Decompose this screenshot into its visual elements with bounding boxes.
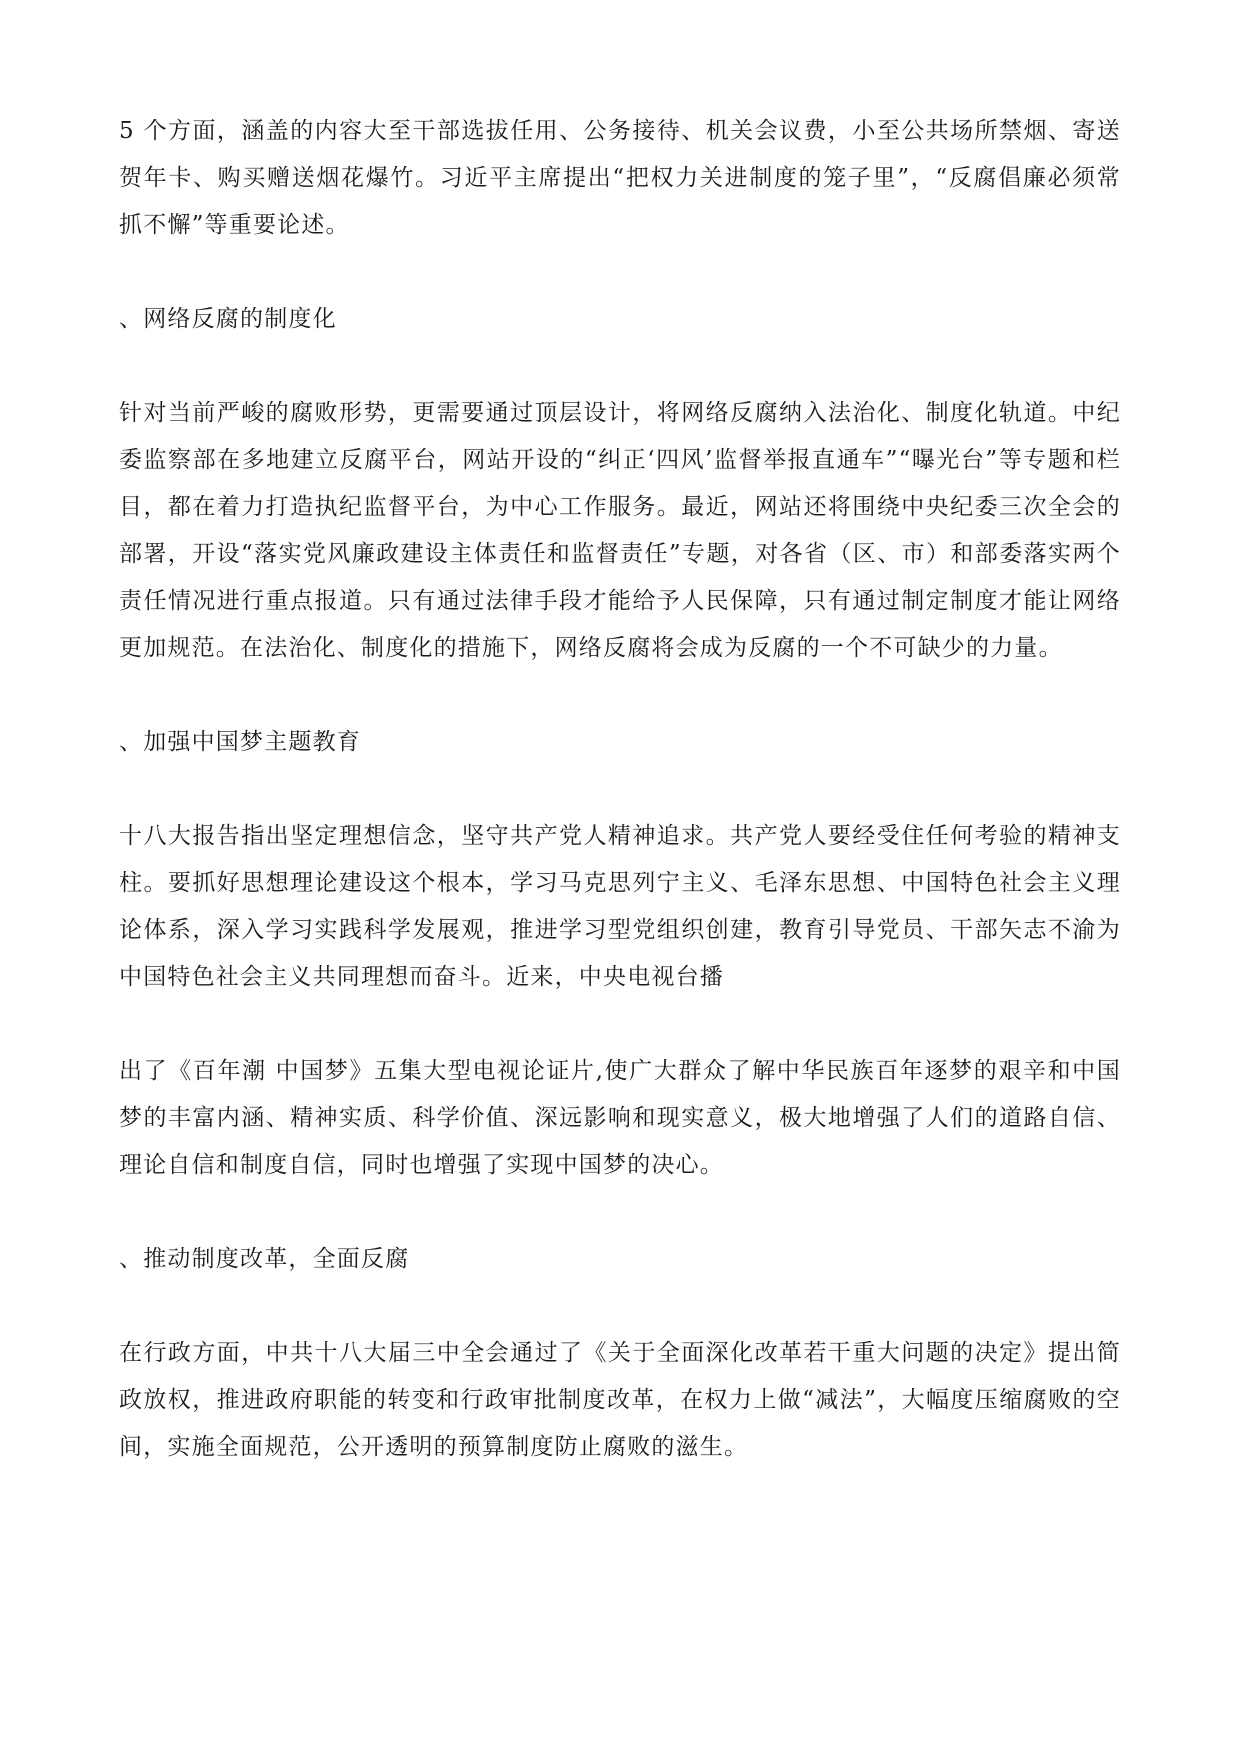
section-heading-online-anticorruption: 、网络反腐的制度化 (119, 306, 337, 332)
paragraph-reform-measures: 5 个方面，涵盖的内容大至干部选拔任用、公务接待、机关会议费，小至公共场所禁烟、寄送贺年卡、购买赠送烟花爆竹。习近平主席提出“把权力关进制度的笼子里”，“反腐倡廉必须常抓不懈”等重要论述。 (119, 118, 1121, 238)
paragraph-documentary: 出了《百年潮 中国梦》五集大型电视论证片,使广大群众了解中华民族百年逐梦的艰辛和中国梦的丰富内涵、精神实质、科学价值、深远影响和现实意义，极大地增强了人们的道路自信、理论自信和制度自信，同时也增强了实现中国梦的决心。 (119, 1058, 1121, 1178)
section-heading-system-reform: 、推动制度改革，全面反腐 (119, 1246, 410, 1272)
paragraph-online-anticorruption: 针对当前严峻的腐败形势，更需要通过顶层设计，将网络反腐纳入法治化、制度化轨道。中纪委监察部在多地建立反腐平台，网站开设的“纠正‘四风’监督举报直通车”“曝光台”等专题和栏目，都在着力打造执纪监督平台，为中心工作服务。最近，网站还将围绕中央纪委三次全会的部署，开设“落实党风廉政建设主体责任和监督责任”专题，对各省（区、市）和部委落实两个责任情况进行重点报道。只有通过法律手段才能给予人民保障，只有通过制定制度才能让网络更加规范。在法治化、制度化的措施下，网络反腐将会成为反腐的一个不可缺少的力量。 (119, 400, 1121, 661)
paragraph-ideals-belief: 十八大报告指出坚定理想信念，坚守共产党人精神追求。共产党人要经受住任何考验的精神支柱。要抓好思想理论建设这个根本，学习马克思列宁主义、毛泽东思想、中国特色社会主义理论体系，深入学习实践科学发展观，推进学习型党组织创建，教育引导党员、干部矢志不渝为中国特色社会主义共同理想而奋斗。近来，中央电视台播 (119, 823, 1121, 990)
document-body (119, 108, 1121, 1518)
paragraph-administrative-reform: 在行政方面，中共十八大届三中全会通过了《关于全面深化改革若干重大问题的决定》提出简政放权，推进政府职能的转变和行政审批制度改革，在权力上做“减法”，大幅度压缩腐败的空间，实施全面规范，公开透明的预算制度防止腐败的滋生。 (119, 1340, 1121, 1460)
section-heading-chinese-dream: 、加强中国梦主题教育 (119, 729, 361, 755)
